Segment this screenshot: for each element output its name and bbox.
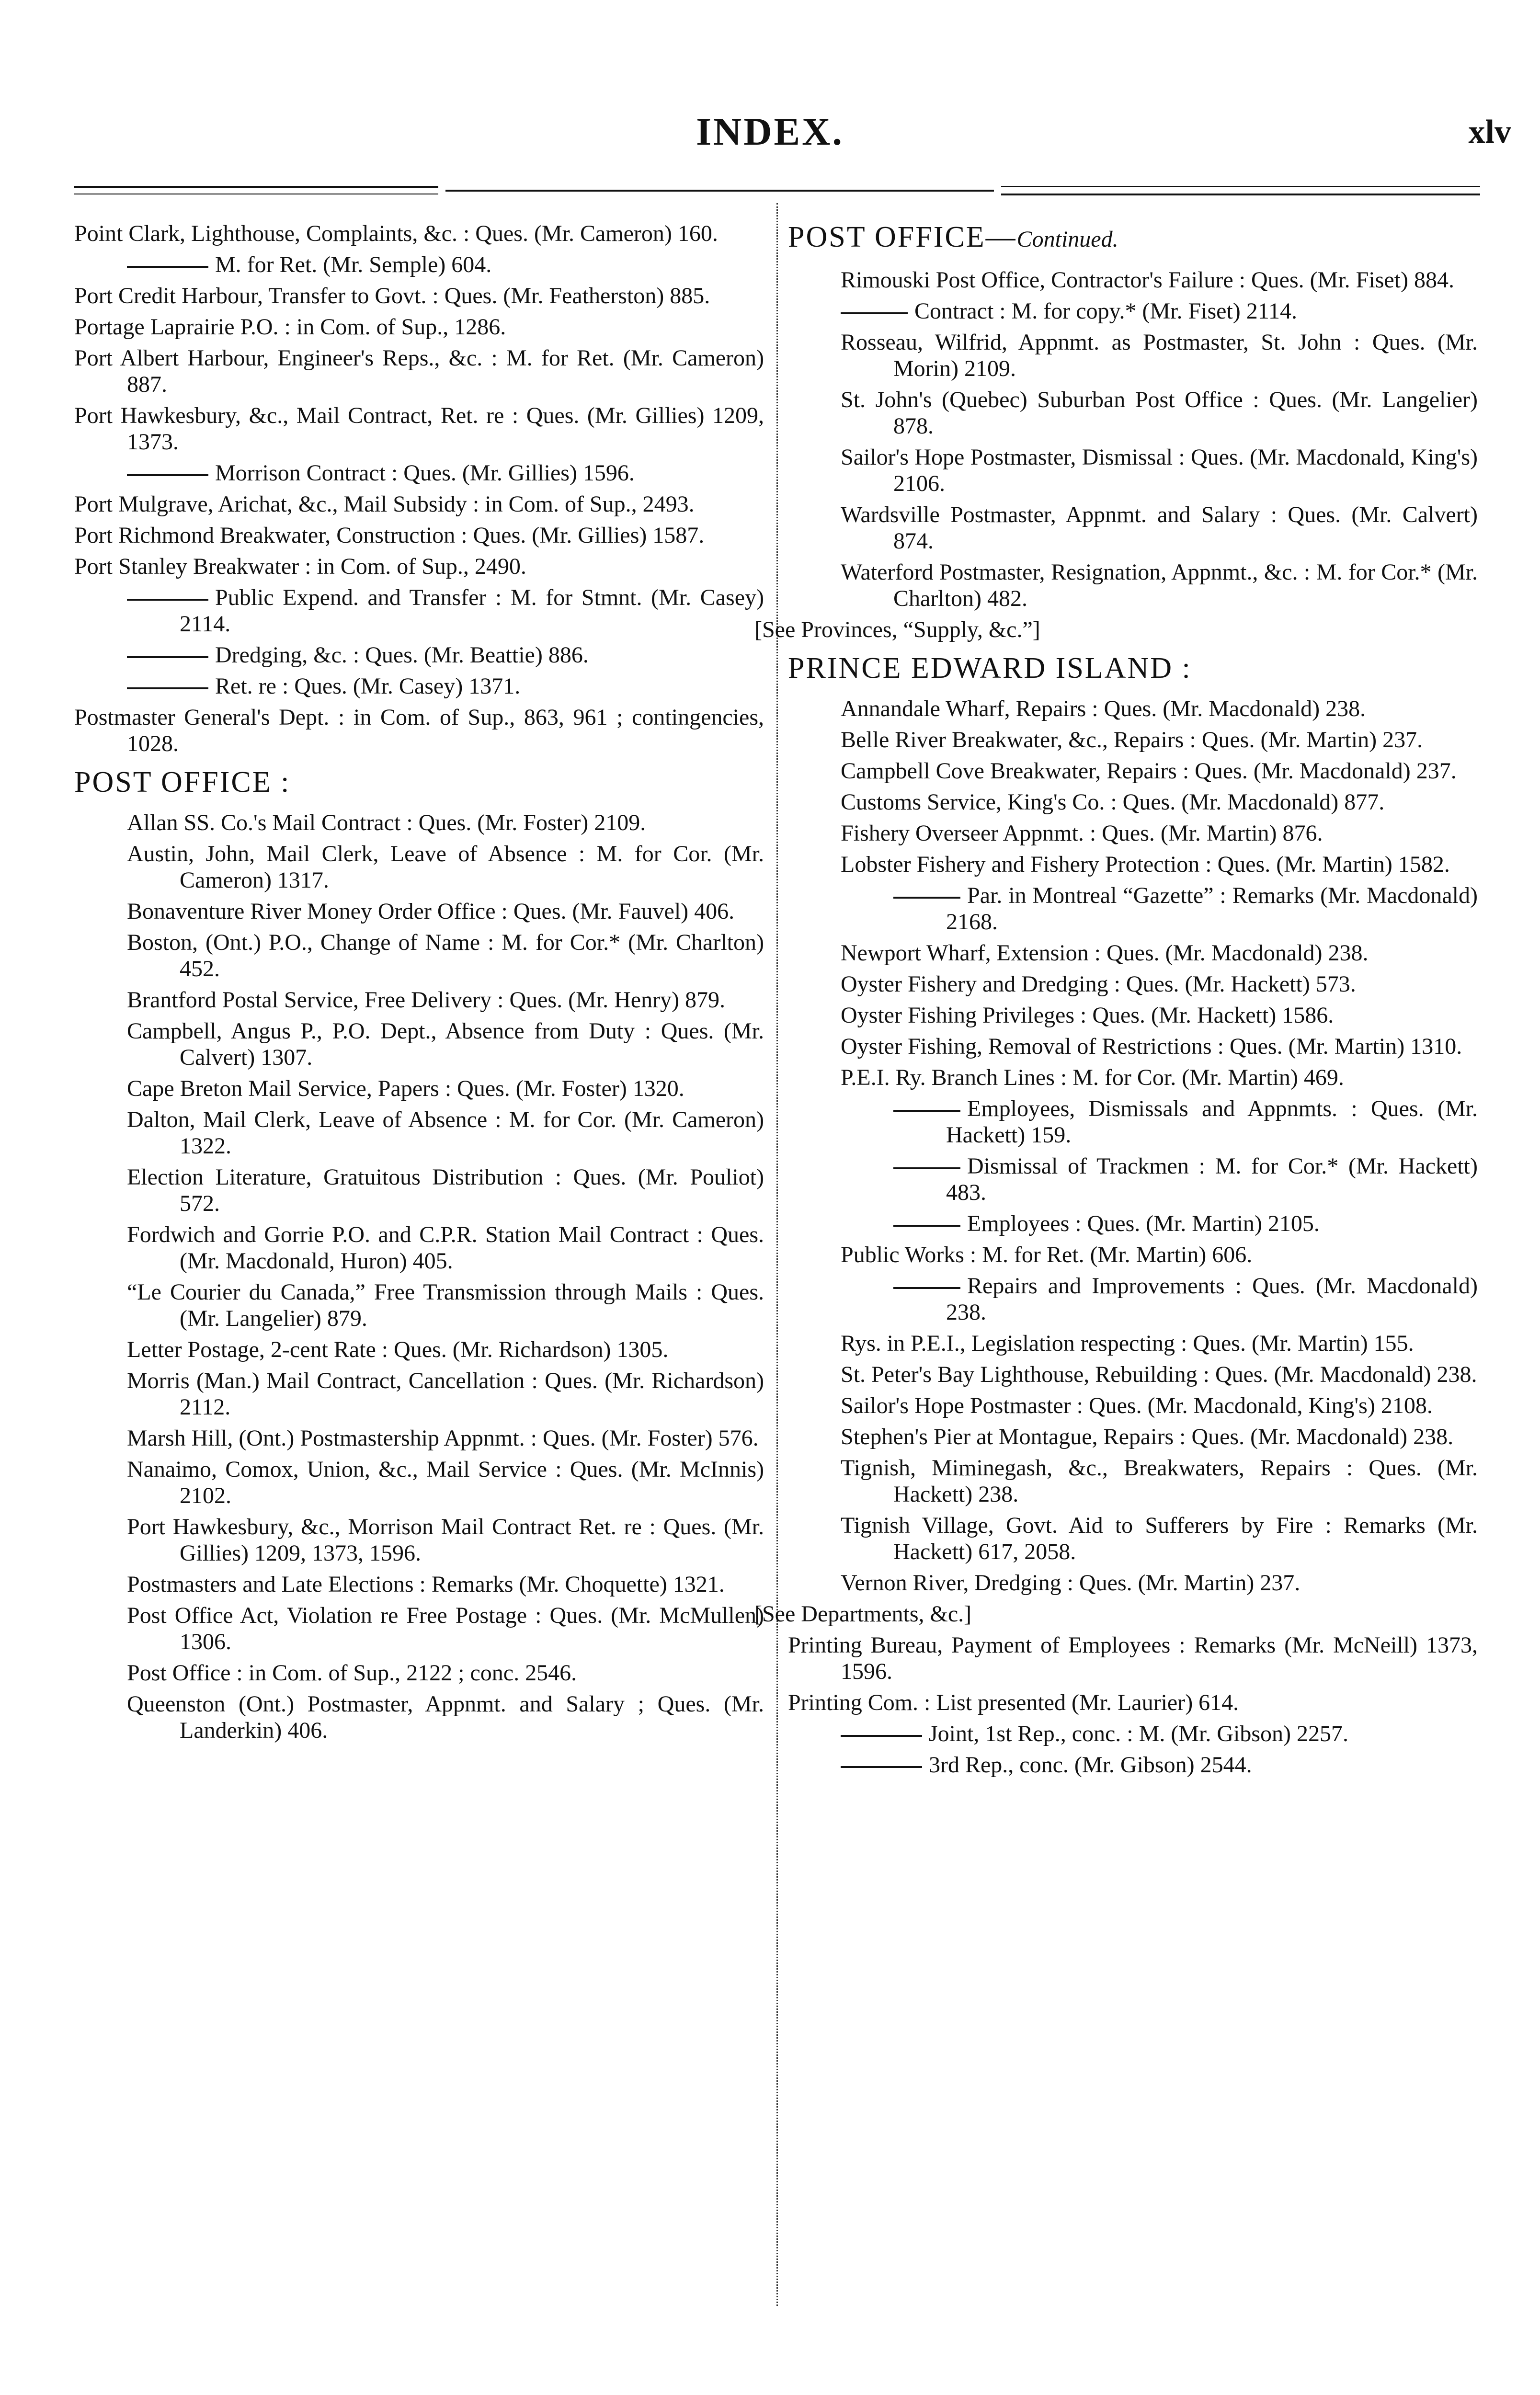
- index-entry: Printing Com. : List presented (Mr. Laurier) 614.: [788, 1690, 1239, 1715]
- section-heading-pei: PRINCE EDWARD ISLAND :: [788, 652, 1192, 684]
- index-subentry: [841, 1721, 1478, 1747]
- index-entry: Port Mulgrave, Arichat, &c., Mail Subsidy : in Com. of Sup., 2493.: [74, 491, 695, 517]
- heading-text: POST OFFICE—: [788, 221, 1017, 253]
- ditto-dash: [127, 687, 208, 689]
- index-subentry: [893, 1153, 1478, 1206]
- subentry-text: M. for Ret. (Mr. Semple) 604.: [215, 252, 492, 277]
- ditto-dash: [127, 656, 208, 658]
- index-entry: Campbell Cove Breakwater, Repairs : Ques. (Mr. Macdonald) 237.: [841, 758, 1457, 784]
- left-column: [74, 220, 764, 1748]
- index-entry: Newport Wharf, Extension : Ques. (Mr. Macdonald) 238.: [841, 940, 1369, 966]
- index-entry: Dalton, Mail Clerk, Leave of Absence : M. for Cor. (Mr. Cameron) 1322.: [127, 1107, 764, 1159]
- index-entry: Lobster Fishery and Fishery Protection : Ques. (Mr. Martin) 1582.: [841, 852, 1450, 877]
- index-entry: Public Works : M. for Ret. (Mr. Martin) 606.: [841, 1242, 1253, 1267]
- header-rule-center: [445, 190, 994, 192]
- index-entry: Port Stanley Breakwater : in Com. of Sup., 2490.: [74, 554, 526, 579]
- index-entry: Postmasters and Late Elections : Remarks (Mr. Choquette) 1321.: [127, 1572, 725, 1597]
- page-title: INDEX.: [696, 110, 844, 153]
- index-entry: Waterford Postmaster, Resignation, Appnmt., &c. : M. for Cor.* (Mr. Charlton) 482.: [841, 559, 1478, 611]
- index-entry: Cape Breton Mail Service, Papers : Ques. (Mr. Foster) 1320.: [127, 1076, 684, 1101]
- ditto-dash: [127, 266, 208, 268]
- index-entry: Stephen's Pier at Montague, Repairs : Ques. (Mr. Macdonald) 238.: [841, 1424, 1454, 1449]
- ditto-dash: [127, 599, 208, 601]
- index-entry: Postmaster General's Dept. : in Com. of Sup., 863, 961 ; contingencies, 1028.: [74, 705, 764, 756]
- index-entry: Boston, (Ont.) P.O., Change of Name : M. for Cor.* (Mr. Charlton) 452.: [127, 930, 764, 981]
- subentry-text: Contract : M. for copy.* (Mr. Fiset) 2114.: [914, 298, 1298, 324]
- index-entry: Oyster Fishery and Dredging : Ques. (Mr. Hackett) 573.: [841, 971, 1356, 997]
- index-entry: Rosseau, Wilfrid, Appnmt. as Postmaster, St. John : Ques. (Mr. Morin) 2109.: [841, 330, 1478, 381]
- index-entry: Tignish, Miminegash, &c., Breakwaters, Repairs : Ques. (Mr. Hackett) 238.: [841, 1455, 1478, 1507]
- index-subentry: [127, 584, 764, 637]
- index-entry: Port Richmond Breakwater, Construction : Ques. (Mr. Gillies) 1587.: [74, 523, 705, 548]
- index-subentry: [841, 1752, 1478, 1778]
- index-entry: Port Albert Harbour, Engineer's Reps., &c. : M. for Ret. (Mr. Cameron) 887.: [74, 345, 764, 397]
- index-entry: Letter Postage, 2-cent Rate : Ques. (Mr. Richardson) 1305.: [127, 1337, 669, 1362]
- subentry-text: Repairs and Improvements : Ques. (Mr. Macdonald) 238.: [946, 1273, 1478, 1325]
- header-rule-left-top: [74, 186, 438, 188]
- subentry-text: Employees, Dismissals and Appnmts. : Ques. (Mr. Hackett) 159.: [946, 1096, 1478, 1148]
- right-column: [754, 220, 1478, 1783]
- index-entry: Port Credit Harbour, Transfer to Govt. : Ques. (Mr. Featherston) 885.: [74, 283, 710, 308]
- section-heading-post-office-continued: [788, 220, 1478, 256]
- index-entry: Printing Bureau, Payment of Employees : Remarks (Mr. McNeill) 1373, 1596.: [788, 1632, 1478, 1684]
- index-entry: Sailor's Hope Postmaster : Ques. (Mr. Macdonald, King's) 2108.: [841, 1393, 1433, 1418]
- subentry-text: Par. in Montreal “Gazette” : Remarks (Mr. Macdonald) 2168.: [946, 883, 1478, 935]
- index-subentry: [127, 642, 764, 668]
- index-entry: Belle River Breakwater, &c., Repairs : Ques. (Mr. Martin) 237.: [841, 727, 1423, 753]
- header-rule-right-top: [1001, 186, 1480, 187]
- index-entry: Fishery Overseer Appnmt. : Ques. (Mr. Martin) 876.: [841, 821, 1323, 846]
- subentry-text: 3rd Rep., conc. (Mr. Gibson) 2544.: [929, 1752, 1252, 1778]
- index-subentry: [841, 298, 1478, 324]
- index-entry: “Le Courier du Canada,” Free Transmission through Mails : Ques. (Mr. Langelier) 879.: [127, 1279, 764, 1331]
- index-entry: Tignish Village, Govt. Aid to Sufferers by Fire : Remarks (Mr. Hackett) 617, 2058.: [841, 1513, 1478, 1564]
- index-subentry: [893, 1273, 1478, 1325]
- index-subentry: [893, 882, 1478, 935]
- index-subentry: [127, 673, 764, 699]
- index-entry: Queenston (Ont.) Postmaster, Appnmt. and Salary ; Ques. (Mr. Landerkin) 406.: [127, 1691, 764, 1743]
- continued-label: Continued.: [1016, 227, 1118, 252]
- index-entry: Election Literature, Gratuitous Distribution : Ques. (Mr. Pouliot) 572.: [127, 1164, 764, 1216]
- index-entry: Portage Laprairie P.O. : in Com. of Sup., 1286.: [74, 314, 506, 340]
- index-entry: Bonaventure River Money Order Office : Ques. (Mr. Fauvel) 406.: [127, 899, 735, 924]
- index-subentry: [127, 251, 764, 278]
- index-entry: Post Office : in Com. of Sup., 2122 ; conc. 2546.: [127, 1660, 577, 1686]
- index-subentry: [127, 460, 764, 486]
- subentry-text: Dredging, &c. : Ques. (Mr. Beattie) 886.: [215, 642, 589, 668]
- see-also-reference: [See Departments, &c.]: [754, 1601, 972, 1627]
- index-entry: Marsh Hill, (Ont.) Postmastership Appnmt. : Ques. (Mr. Foster) 576.: [127, 1426, 759, 1451]
- subentry-text: Employees : Ques. (Mr. Martin) 2105.: [967, 1211, 1320, 1236]
- index-entry: Campbell, Angus P., P.O. Dept., Absence from Duty : Ques. (Mr. Calvert) 1307.: [127, 1018, 764, 1070]
- index-entry: Fordwich and Gorrie P.O. and C.P.R. Station Mail Contract : Ques. (Mr. Macdonald, Huron) 405.: [127, 1222, 764, 1274]
- index-entry: Nanaimo, Comox, Union, &c., Mail Service : Ques. (Mr. McInnis) 2102.: [127, 1457, 764, 1508]
- ditto-dash: [893, 1167, 960, 1169]
- subentry-text: Morrison Contract : Ques. (Mr. Gillies) 1596.: [215, 460, 635, 486]
- ditto-dash: [893, 1287, 960, 1289]
- index-entry: Vernon River, Dredging : Ques. (Mr. Martin) 237.: [841, 1570, 1300, 1596]
- index-entry: Port Hawkesbury, &c., Mail Contract, Ret. re : Ques. (Mr. Gillies) 1209, 1373.: [74, 403, 764, 455]
- ditto-dash: [893, 897, 960, 899]
- subentry-text: Joint, 1st Rep., conc. : M. (Mr. Gibson) 2257.: [929, 1721, 1348, 1746]
- index-subentry: [893, 1210, 1478, 1237]
- subentry-text: Ret. re : Ques. (Mr. Casey) 1371.: [215, 673, 521, 699]
- ditto-dash: [841, 312, 908, 314]
- header-rule-right-bottom: [1001, 194, 1480, 195]
- ditto-dash: [893, 1110, 960, 1112]
- index-entry: Annandale Wharf, Repairs : Ques. (Mr. Macdonald) 238.: [841, 696, 1366, 721]
- index-entry: Brantford Postal Service, Free Delivery : Ques. (Mr. Henry) 879.: [127, 987, 726, 1013]
- index-entry: Austin, John, Mail Clerk, Leave of Absence : M. for Cor. (Mr. Cameron) 1317.: [127, 841, 764, 893]
- index-entry: St. Peter's Bay Lighthouse, Rebuilding : Ques. (Mr. Macdonald) 238.: [841, 1362, 1477, 1387]
- index-entry: Wardsville Postmaster, Appnmt. and Salary : Ques. (Mr. Calvert) 874.: [841, 502, 1478, 554]
- column-separator: [776, 203, 778, 2306]
- see-also-reference: [See Provinces, “Supply, &c.”]: [754, 617, 1040, 642]
- index-entry: Post Office Act, Violation re Free Postage : Ques. (Mr. McMullen) 1306.: [127, 1603, 764, 1654]
- index-entry: Port Hawkesbury, &c., Morrison Mail Contract Ret. re : Ques. (Mr. Gillies) 1209, 1373, 1596.: [127, 1514, 764, 1566]
- subentry-text: Dismissal of Trackmen : M. for Cor.* (Mr. Hackett) 483.: [946, 1153, 1478, 1205]
- index-entry: Point Clark, Lighthouse, Complaints, &c. : Ques. (Mr. Cameron) 160.: [74, 221, 718, 246]
- ditto-dash: [893, 1225, 960, 1227]
- index-entry: Morris (Man.) Mail Contract, Cancellation : Ques. (Mr. Richardson) 2112.: [127, 1368, 764, 1420]
- index-subentry: [893, 1095, 1478, 1148]
- ditto-dash: [841, 1766, 922, 1768]
- ditto-dash: [841, 1735, 922, 1737]
- index-entry: Oyster Fishing, Removal of Restrictions : Ques. (Mr. Martin) 1310.: [841, 1034, 1462, 1059]
- index-entry: Customs Service, King's Co. : Ques. (Mr. Macdonald) 877.: [841, 789, 1385, 815]
- ditto-dash: [127, 474, 208, 476]
- page-number: xlv: [1468, 114, 1511, 150]
- index-entry: Rys. in P.E.I., Legislation respecting : Ques. (Mr. Martin) 155.: [841, 1331, 1414, 1356]
- index-entry: St. John's (Quebec) Suburban Post Office : Ques. (Mr. Langelier) 878.: [841, 387, 1478, 439]
- section-heading-post-office: POST OFFICE :: [74, 766, 291, 798]
- subentry-text: Public Expend. and Transfer : M. for Stmnt. (Mr. Casey) 2114.: [180, 585, 764, 637]
- index-entry: Oyster Fishing Privileges : Ques. (Mr. Hackett) 1586.: [841, 1003, 1334, 1028]
- index-entry: Allan SS. Co.'s Mail Contract : Ques. (Mr. Foster) 2109.: [127, 810, 646, 835]
- index-entry: P.E.I. Ry. Branch Lines : M. for Cor. (Mr. Martin) 469.: [841, 1065, 1344, 1090]
- index-entry: Sailor's Hope Postmaster, Dismissal : Ques. (Mr. Macdonald, King's) 2106.: [841, 445, 1478, 496]
- index-entry: Rimouski Post Office, Contractor's Failure : Ques. (Mr. Fiset) 884.: [841, 267, 1454, 293]
